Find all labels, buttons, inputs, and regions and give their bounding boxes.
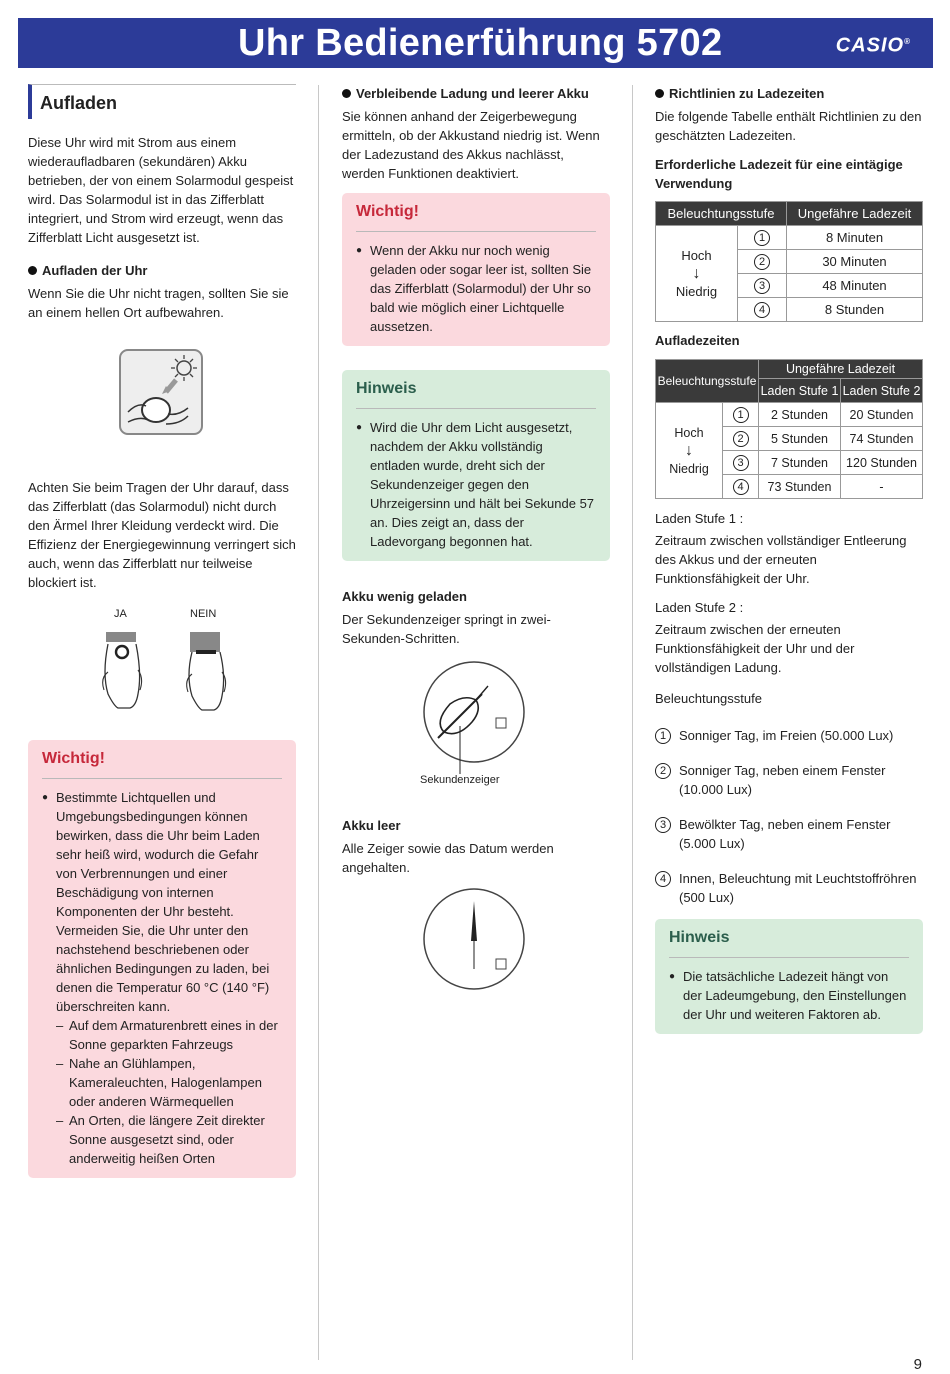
level-range-cell xyxy=(656,403,723,499)
bullet-dot-icon xyxy=(28,266,37,275)
table-cell: 8 Stunden xyxy=(787,298,923,322)
level-number: 4 xyxy=(738,298,787,322)
level-low: Niedrig xyxy=(669,461,709,476)
column-middle xyxy=(342,84,610,997)
empty-battery-text: Alle Zeiger sowie das Datum werden angehalten. xyxy=(342,841,554,875)
table-cell: 73 Stunden xyxy=(759,475,841,499)
charging-illustration xyxy=(28,332,296,472)
warning-dash-item: – Auf dem Armaturenbrett eines in der Sonne geparkten Fahrzeugs xyxy=(56,1018,278,1052)
guidelines-text: Die folgende Tabelle enthält Richtlinien zu den geschätzten Ladezeiten. xyxy=(655,109,922,143)
column-left xyxy=(28,84,296,1192)
stage1-label: Laden Stufe 1 : xyxy=(655,511,744,526)
recharge-table xyxy=(655,359,923,499)
illumination-item: 1 Sonniger Tag, im Freien (50.000 Lux) xyxy=(655,726,923,745)
table-header: Beleuchtungsstufe xyxy=(656,202,787,226)
remaining-text: Sie können anhand der Zeigerbewegung ermitteln, ob der Akkustand niedrig ist. Wenn der Ladezustand des Akkus nachlässt, werden Funktionen deaktiviert. xyxy=(342,109,600,181)
page-title: Uhr Bedienerführung 5702 xyxy=(238,22,723,64)
fig-label-second-hand: Sekundenzeiger xyxy=(420,774,500,786)
level-range-cell xyxy=(656,226,738,322)
level-low: Niedrig xyxy=(675,283,718,299)
level-high: Hoch xyxy=(681,247,712,263)
note-bullet: ● Die tatsächliche Ladezeit hängt von der Ladeumgebung, den Einstellungen der Uhr und weiteren Faktoren ab. xyxy=(669,969,907,1022)
note-title: Hinweis xyxy=(669,927,909,958)
low-battery-head: Akku wenig geladen xyxy=(342,589,467,604)
table-header: Laden Stufe 1 xyxy=(759,379,841,403)
table-cell: 7 Stunden xyxy=(759,451,841,475)
note-title: Hinweis xyxy=(356,378,596,409)
empty-battery-head: Akku leer xyxy=(342,818,401,833)
fig-label-ja: JA xyxy=(114,608,127,620)
table-cell: 8 Minuten xyxy=(787,226,923,250)
level-number: 1 xyxy=(738,226,787,250)
table-header: Beleuchtungsstufe xyxy=(656,360,759,403)
bullet-dot-icon xyxy=(342,89,351,98)
recharge-head: Aufladezeiten xyxy=(655,333,740,348)
illumination-head: Beleuchtungsstufe xyxy=(655,691,762,706)
watch-face-stopped-icon xyxy=(342,887,610,997)
sleeve-illustration xyxy=(28,606,296,724)
bullet-dot-icon: ● xyxy=(669,971,676,982)
table-row xyxy=(656,403,923,427)
second-hand-illustration xyxy=(342,660,610,800)
page-header xyxy=(18,18,933,68)
level-high: Hoch xyxy=(674,425,704,440)
hand-watch-icon xyxy=(28,622,296,722)
bullet-dot-icon: ● xyxy=(356,422,363,433)
warning-bullet: ● Wenn der Akku nur noch wenig geladen oder sogar leer ist, sollten Sie das Zifferblatt (Solarmodul) der Uhr so bald wie möglich einer Lichtquelle aussetzen. xyxy=(356,243,592,334)
casio-logo: CASIO® xyxy=(835,34,911,57)
logo-text: CASIO xyxy=(835,34,905,57)
intro-text: Diese Uhr wird mit Strom aus einem wiederaufladbaren (sekundären) Akku betrieben, der von einem Solarmodul gespeist wird. Das Solarmodul ist in das Zifferblatt integriert, und Strom wird erzeugt, wenn das Zifferblatt Licht ausgesetzt ist. xyxy=(28,135,294,245)
table-cell: 5 Stunden xyxy=(759,427,841,451)
level-number: 3 xyxy=(723,451,759,475)
stage2-label: Laden Stufe 2 : xyxy=(655,600,744,615)
bullet-dot-icon: ● xyxy=(356,245,363,256)
low-battery-text: Der Sekundenzeiger springt in zwei-Sekunden-Schritten. xyxy=(342,612,551,646)
warning-bullet: ● Bestimmte Lichtquellen und Umgebungsbedingungen können bewirken, dass die Uhr beim Laden sehr heiß wird, wodurch die Gefahr von Verbrennungen und einer Beschädigung von internen Komponenten der Uhr besteht. Vermeiden Sie, die Uhr unter den nachstehend beschriebenen oder ähnlichen Bedingungen zu laden, bei denen die Temperatur 60 °C (140 °F) überschreiten kann. xyxy=(42,790,270,1014)
table-header: Ungefähre Ladezeit xyxy=(759,360,923,379)
table-cell: 20 Stunden xyxy=(841,403,923,427)
stage1-text: Zeitraum zwischen vollständiger Entleerung des Akkus und der erneuten Funktionsfähigkeit der Uhr. xyxy=(655,533,907,586)
level-number: 4 xyxy=(723,475,759,499)
level-number: 3 xyxy=(738,274,787,298)
table-cell: - xyxy=(841,475,923,499)
column-divider xyxy=(632,85,633,1360)
warning-box xyxy=(342,193,610,346)
bullet-dot-icon: ● xyxy=(42,792,49,803)
note-box xyxy=(342,370,610,561)
level-number: 2 xyxy=(738,250,787,274)
arrow-down-icon: ↓ xyxy=(692,264,701,282)
arrow-down-icon: ↓ xyxy=(685,441,693,459)
table-cell: 48 Minuten xyxy=(787,274,923,298)
subhead-charging: Aufladen der Uhr xyxy=(28,261,296,280)
subhead-guidelines: Richtlinien zu Ladezeiten xyxy=(655,84,923,103)
warning-title: Wichtig! xyxy=(42,748,282,779)
level-number: 2 xyxy=(723,427,759,451)
warning-box xyxy=(28,740,296,1178)
table-header: Laden Stufe 2 xyxy=(841,379,923,403)
daily-use-head: Erforderliche Ladezeit für eine eintägige Verwendung xyxy=(655,157,903,191)
charging-text: Wenn Sie die Uhr nicht tragen, sollten Sie sie an einem hellen Ort aufbewahren. xyxy=(28,286,289,320)
table-cell: 30 Minuten xyxy=(787,250,923,274)
level-number: 1 xyxy=(723,403,759,427)
watch-face-icon xyxy=(342,660,610,790)
warning-dash-item: – Nahe an Glühlampen, Kameraleuchten, Halogenlampen oder anderen Wärmequellen xyxy=(56,1056,262,1109)
table-cell: 120 Stunden xyxy=(841,451,923,475)
illumination-item: 3 Bewölkter Tag, neben einem Fenster (5.000 Lux) xyxy=(655,815,923,853)
watch-sun-icon xyxy=(28,332,296,472)
table-cell: 2 Stunden xyxy=(759,403,841,427)
illumination-item: 2 Sonniger Tag, neben einem Fenster (10.000 Lux) xyxy=(655,761,923,799)
column-divider xyxy=(318,85,319,1360)
warning-dash-item: – An Orten, die längere Zeit direkter Sonne ausgesetzt sind, oder anderweitig heißen Orten xyxy=(56,1113,265,1166)
daily-charge-table xyxy=(655,201,923,322)
column-right xyxy=(655,84,923,1048)
fig-label-nein: NEIN xyxy=(190,608,217,620)
note-bullet: ● Wird die Uhr dem Licht ausgesetzt, nachdem der Akku vollständig entladen wurde, dreht sich der Sekundenzeiger gegen den Uhrzeigersinn und hält bei Sekunde 57 an. Dies zeigt an, dass der Ladevorgang begonnen hat. xyxy=(356,420,595,549)
table-header-row xyxy=(656,202,923,226)
table-row xyxy=(656,226,923,250)
stage2-text: Zeitraum zwischen der erneuten Funktionsfähigkeit der Uhr und der vollständigen Ladung. xyxy=(655,622,855,675)
stopped-watch-illustration xyxy=(342,887,610,997)
warning-title: Wichtig! xyxy=(356,201,596,232)
table-header-row xyxy=(656,360,923,379)
note-box xyxy=(655,919,923,1034)
sleeve-text: Achten Sie beim Tragen der Uhr darauf, dass das Zifferblatt (das Solarmodul) nicht durch den Ärmel Ihrer Kleidung verdeckt wird. Die Effizienz der Energiegewinnung verringert sich auch, wenn das Zifferblatt nur teilweise blockiert ist. xyxy=(28,480,296,590)
bullet-dot-icon xyxy=(655,89,664,98)
table-header: Ungefähre Ladezeit xyxy=(787,202,923,226)
page-number: 9 xyxy=(913,1356,922,1373)
subhead-remaining: Verbleibende Ladung und leerer Akku xyxy=(342,84,610,103)
table-cell: 74 Stunden xyxy=(841,427,923,451)
illumination-item: 4 Innen, Beleuchtung mit Leuchtstoffröhren (500 Lux) xyxy=(655,869,923,907)
section-title: Aufladen xyxy=(28,84,296,119)
